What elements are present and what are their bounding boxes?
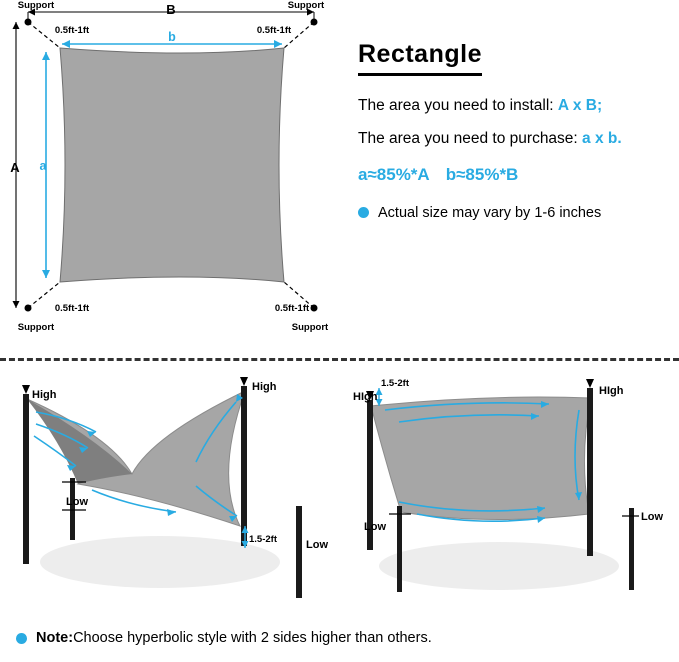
label-gap-bottom-left: 0.5ft-1ft xyxy=(54,303,90,314)
note-row xyxy=(16,630,432,646)
info-panel xyxy=(358,40,673,221)
actual-size-note-text: Actual size may vary by 1-6 inches xyxy=(378,204,602,221)
label-dim-b: b xyxy=(168,30,176,44)
section-divider xyxy=(0,358,679,363)
label-gap-top-right: 0.5ft-1ft xyxy=(256,25,292,36)
purchase-value: a x b. xyxy=(582,130,622,148)
label-dim-A: A xyxy=(10,160,20,175)
label-dim-B: B xyxy=(166,2,176,17)
label-low-right: Low xyxy=(641,511,663,523)
install-prefix: The area you need to install: xyxy=(358,97,558,114)
formula-b: b≈85%*B xyxy=(445,164,519,184)
label-low-right: Low xyxy=(306,539,328,551)
formula-line xyxy=(358,165,673,185)
install-line xyxy=(358,96,673,115)
bottom-section xyxy=(0,366,679,618)
formula-a: a≈85%*A xyxy=(358,164,430,184)
rectangle-diagram-svg xyxy=(0,0,350,352)
label-high-right: High xyxy=(252,381,277,393)
install-value: A x B; xyxy=(557,97,603,114)
bullet-dot-icon xyxy=(16,633,27,644)
label-high-right: HIgh xyxy=(599,385,624,397)
label-dim-a: a xyxy=(39,159,47,173)
label-support-top-right: Support xyxy=(287,0,325,11)
purchase-line xyxy=(358,129,673,148)
note-label: Note: xyxy=(36,630,74,646)
label-gap-bottom-right: 0.5ft-1ft xyxy=(274,303,310,314)
bullet-dot-icon xyxy=(358,207,369,218)
label-drop-left-diagram: 1.5-2ft xyxy=(249,534,277,545)
label-low-left: Low xyxy=(66,496,88,508)
label-high-left: HIgh xyxy=(353,391,378,403)
label-high-left: High xyxy=(32,389,57,401)
label-support-bottom-right: Support xyxy=(291,322,329,333)
actual-size-note xyxy=(358,205,673,221)
label-low-left: Low xyxy=(364,521,386,533)
purchase-prefix: The area you need to purchase: xyxy=(358,130,583,148)
hyperbolic-style-diagram xyxy=(0,366,339,618)
flat-style-svg xyxy=(339,366,679,618)
label-drop-right-diagram: 1.5-2ft xyxy=(381,378,409,389)
label-support-top-left: Support xyxy=(17,0,55,11)
hyperbolic-style-svg xyxy=(0,366,339,618)
rectangle-diagram xyxy=(0,0,350,352)
label-support-bottom-left: Support xyxy=(17,322,55,333)
flat-style-diagram xyxy=(339,366,679,618)
note-text: Choose hyperbolic style with 2 sides higher than others. xyxy=(73,630,432,646)
info-title: Rectangle xyxy=(358,40,482,76)
label-gap-top-left: 0.5ft-1ft xyxy=(54,25,90,36)
